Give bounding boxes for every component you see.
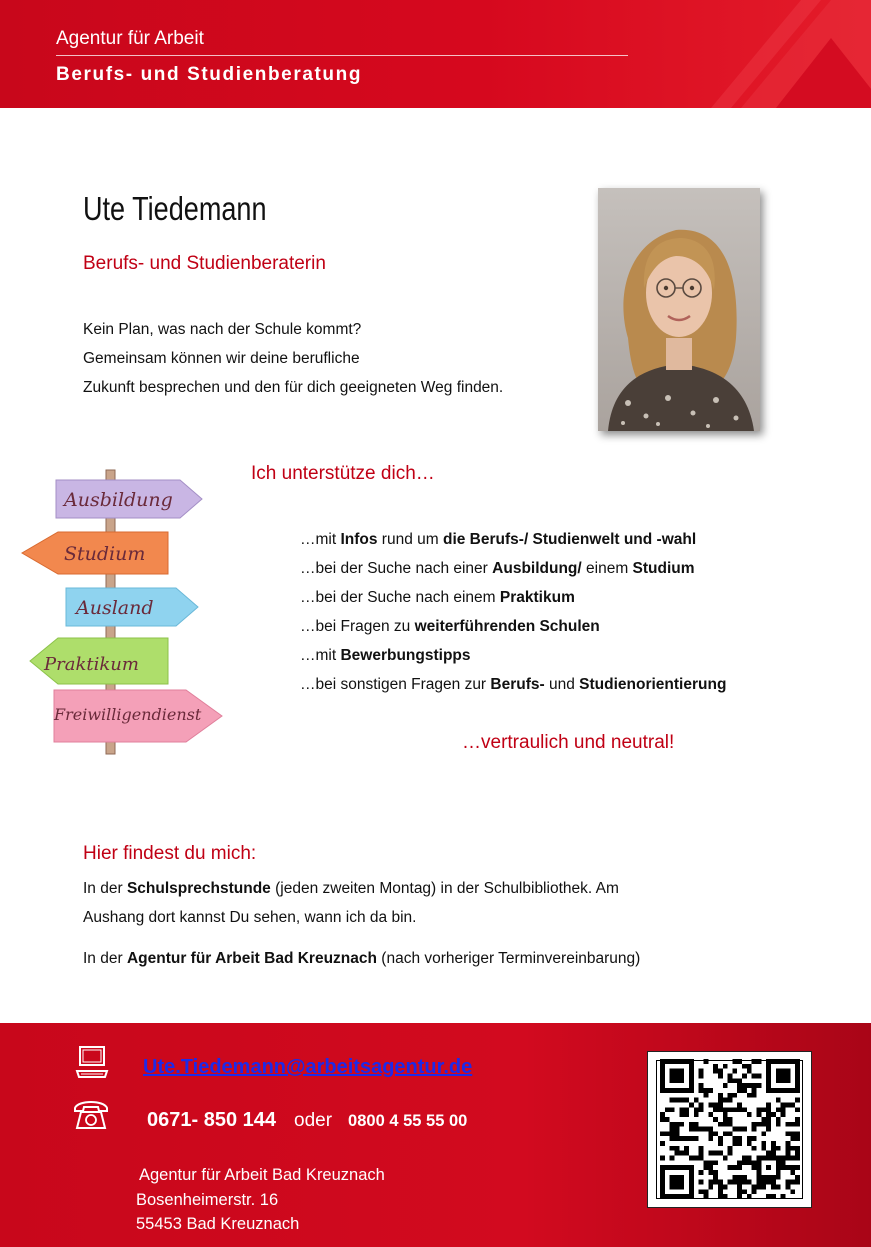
address: [136, 1163, 385, 1237]
intro-line: Kein Plan, was nach der Schule kommt?: [83, 321, 362, 338]
org-name: Agentur für Arbeit: [56, 28, 204, 49]
phone-number[interactable]: 0671- 850 144: [147, 1109, 277, 1131]
agency-line: In der Agentur für Arbeit Bad Kreuznach (nach vorheriger Terminvereinbarung): [83, 950, 641, 967]
email-link[interactable]: Ute.Tiedemann@arbeitsagentur.de: [143, 1056, 473, 1078]
support-list: [300, 525, 726, 699]
school-line-2: Aushang dort kannst Du sehen, wann ich da bin.: [83, 909, 417, 926]
support-item: …bei der Suche nach einem Praktikum: [300, 589, 575, 606]
school-line: In der Schulsprechstunde (jeden zweiten Montag) in der Schulbibliothek. Am: [83, 880, 619, 897]
intro-text: [83, 315, 503, 402]
address-line: 55453 Bad Kreuznach: [136, 1215, 300, 1233]
advisor-role: Berufs- und Studienberaterin: [83, 253, 326, 274]
support-item: …bei Fragen zu weiterführenden Schulen: [300, 618, 600, 635]
support-item: …mit Infos rund um die Berufs-/ Studienwelt und -wahl: [300, 531, 697, 548]
contact-footer: [0, 1023, 871, 1247]
signpost-illustration: [18, 466, 233, 756]
tagline: …vertraulich und neutral!: [462, 732, 675, 753]
phone-separator: oder: [294, 1110, 333, 1131]
sign-label: Studium: [64, 543, 146, 565]
phone-numbers: [147, 1109, 467, 1132]
agency-logo-icon: [681, 0, 871, 108]
qr-code[interactable]: [647, 1051, 812, 1208]
sign-label: Ausbildung: [64, 489, 173, 511]
advisor-photo: [598, 188, 760, 431]
header-banner: [0, 0, 871, 108]
support-item: …bei sonstigen Fragen zur Berufs- und Studienorientierung: [300, 676, 727, 693]
sign-label: Praktikum: [44, 654, 139, 675]
phone-number-alt[interactable]: 0800 4 55 55 00: [348, 1112, 468, 1130]
sign-label: Ausland: [76, 597, 154, 619]
location-text: [83, 874, 640, 973]
telephone-icon: [72, 1098, 110, 1130]
support-item: …bei der Suche nach einer Ausbildung/ einem Studium: [300, 560, 695, 577]
support-item: …mit Bewerbungstipps: [300, 647, 471, 664]
intro-line: Zukunft besprechen und den für dich geeigneten Weg finden.: [83, 379, 504, 396]
address-line: Agentur für Arbeit Bad Kreuznach: [139, 1166, 385, 1184]
sign-label: Freiwilligendienst: [54, 705, 202, 724]
header-divider: [56, 55, 628, 56]
computer-icon: [75, 1045, 109, 1079]
advisor-name: Ute Tiedemann: [83, 190, 267, 227]
intro-line: Gemeinsam können wir deine berufliche: [83, 350, 360, 367]
location-heading: Hier findest du mich:: [83, 843, 257, 864]
department-name: Berufs- und Studienberatung: [56, 64, 363, 85]
address-line: Bosenheimerstr. 16: [136, 1190, 279, 1209]
support-heading: Ich unterstütze dich…: [251, 463, 435, 484]
